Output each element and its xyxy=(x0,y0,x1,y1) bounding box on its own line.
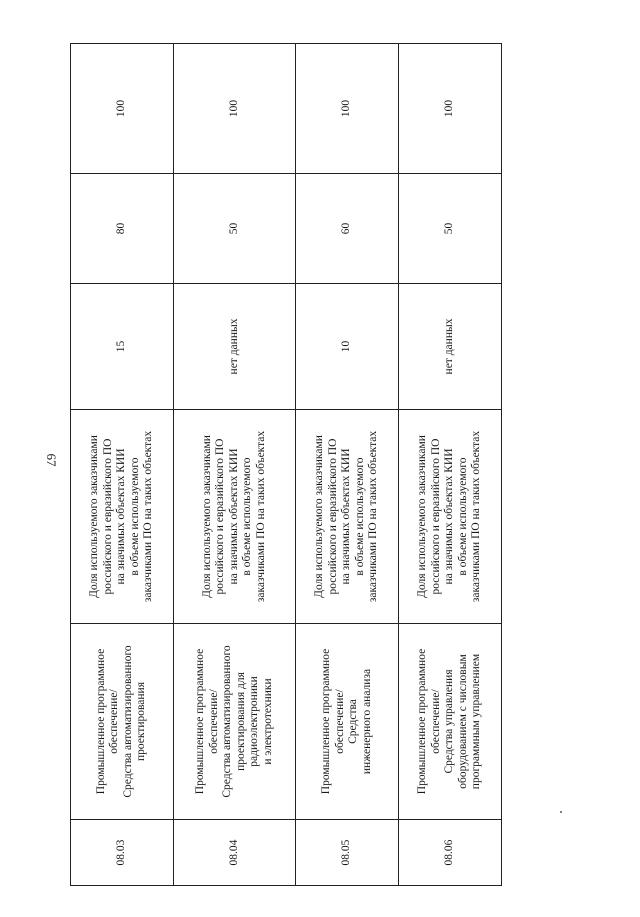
row-baseline-value: нет данных xyxy=(173,284,295,410)
row-interim-value: 80 xyxy=(71,174,174,284)
row-software-class: Промышленное программное обеспечение/ Средства автоматизированного проектирования xyxy=(71,624,174,820)
row-interim-value: 50 xyxy=(399,174,502,284)
rotated-table-container xyxy=(70,44,502,886)
row-indicator: Доля используемого заказчиками российского и евразийского ПО на значимых объектах КИИ в объеме используемого заказчиками ПО на таких объектах xyxy=(296,410,399,624)
row-baseline-value: 10 xyxy=(296,284,399,410)
row-target-value: 100 xyxy=(296,44,399,174)
row-interim-value: 60 xyxy=(296,174,399,284)
row-code: 08.04 xyxy=(173,820,295,886)
table-row xyxy=(399,44,502,886)
row-code: 08.03 xyxy=(71,820,174,886)
row-software-class: Промышленное программное обеспечение/ Средства управления оборудованием с числовым программным управлением xyxy=(399,624,502,820)
row-indicator: Доля используемого заказчиками российского и евразийского ПО на значимых объектах КИИ в объеме используемого заказчиками ПО на таких объектах xyxy=(71,410,174,624)
scan-speck xyxy=(560,811,562,813)
page-number: 67 xyxy=(44,453,59,467)
row-software-class: Промышленное программное обеспечение/ Средства автоматизированного проектирования для радиоэлектроники и электротехники xyxy=(173,624,295,820)
row-interim-value: 50 xyxy=(173,174,295,284)
row-baseline-value: нет данных xyxy=(399,284,502,410)
row-code: 08.06 xyxy=(399,820,502,886)
row-baseline-value: 15 xyxy=(71,284,174,410)
table-row xyxy=(71,44,174,886)
table-row xyxy=(173,44,295,886)
row-target-value: 100 xyxy=(71,44,174,174)
software-indicators-table xyxy=(70,43,502,886)
row-target-value: 100 xyxy=(399,44,502,174)
row-software-class: Промышленное программное обеспечение/ Средства инженерного анализа xyxy=(296,624,399,820)
row-target-value: 100 xyxy=(173,44,295,174)
row-indicator: Доля используемого заказчиками российского и евразийского ПО на значимых объектах КИИ в объеме используемого заказчиками ПО на таких объектах xyxy=(173,410,295,624)
table-row xyxy=(296,44,399,886)
row-indicator: Доля используемого заказчиками российского и евразийского ПО на значимых объектах КИИ в объеме используемого заказчиками ПО на таких объектах xyxy=(399,410,502,624)
row-code: 08.05 xyxy=(296,820,399,886)
